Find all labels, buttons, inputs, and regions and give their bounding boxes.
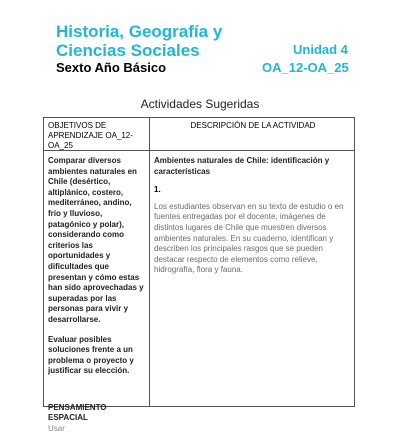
activities-table xyxy=(43,117,355,434)
objectives-cell xyxy=(48,156,146,444)
grade-label: Sexto Año Básico xyxy=(56,60,167,75)
objective-evaluate: Evaluar posibles soluciones frente a un problema o proyecto y justificar su elección. xyxy=(48,334,134,376)
activity-cell xyxy=(154,156,350,276)
description-column-header: DESCRIPCIÓN DE LA ACTIVIDAD xyxy=(190,121,316,130)
objective-compare: Comparar diversos ambientes naturales en Chile (desértico, altiplánico, costero, mediterráneo, andino, frío y lluvioso, patagónico y polar), considerando como criterios las oportunidades y dificultades que presentan y cómo estas han sido aprovechadas y superadas por las personas para vivir y desarrollarse. xyxy=(48,156,144,324)
activity-number: 1. xyxy=(154,185,161,195)
oa-range-label: OA_12-OA_25 xyxy=(262,60,349,75)
column-divider xyxy=(149,118,150,406)
unit-label: Unidad 4 xyxy=(293,42,348,57)
activity-title: Ambientes naturales de Chile: identificación y características xyxy=(154,156,330,176)
objective-spatial-thinking-label: PENSAMIENTO ESPACIAL xyxy=(48,402,107,423)
objectives-column-header: OBJETIVOS DE APRENDIZAJE OA_12-OA_25 xyxy=(48,121,133,150)
activity-description: Los estudiantes observan en su texto de estudio o en fuentes entregadas por el docente, imágenes de distintos lugares de Chile que muestren diversos ambientes naturales. En su cuaderno, identifican y describen los principales rasgos que se pueden destacar respecto de elementos como relieve, hidrografía, flora y fauna. xyxy=(154,201,344,275)
section-title: Actividades Sugeridas xyxy=(140,97,260,111)
objective-spatial-thinking-text: Usar xyxy=(48,424,65,434)
document-title: Historia, Geografía y Ciencias Sociales xyxy=(56,22,223,60)
